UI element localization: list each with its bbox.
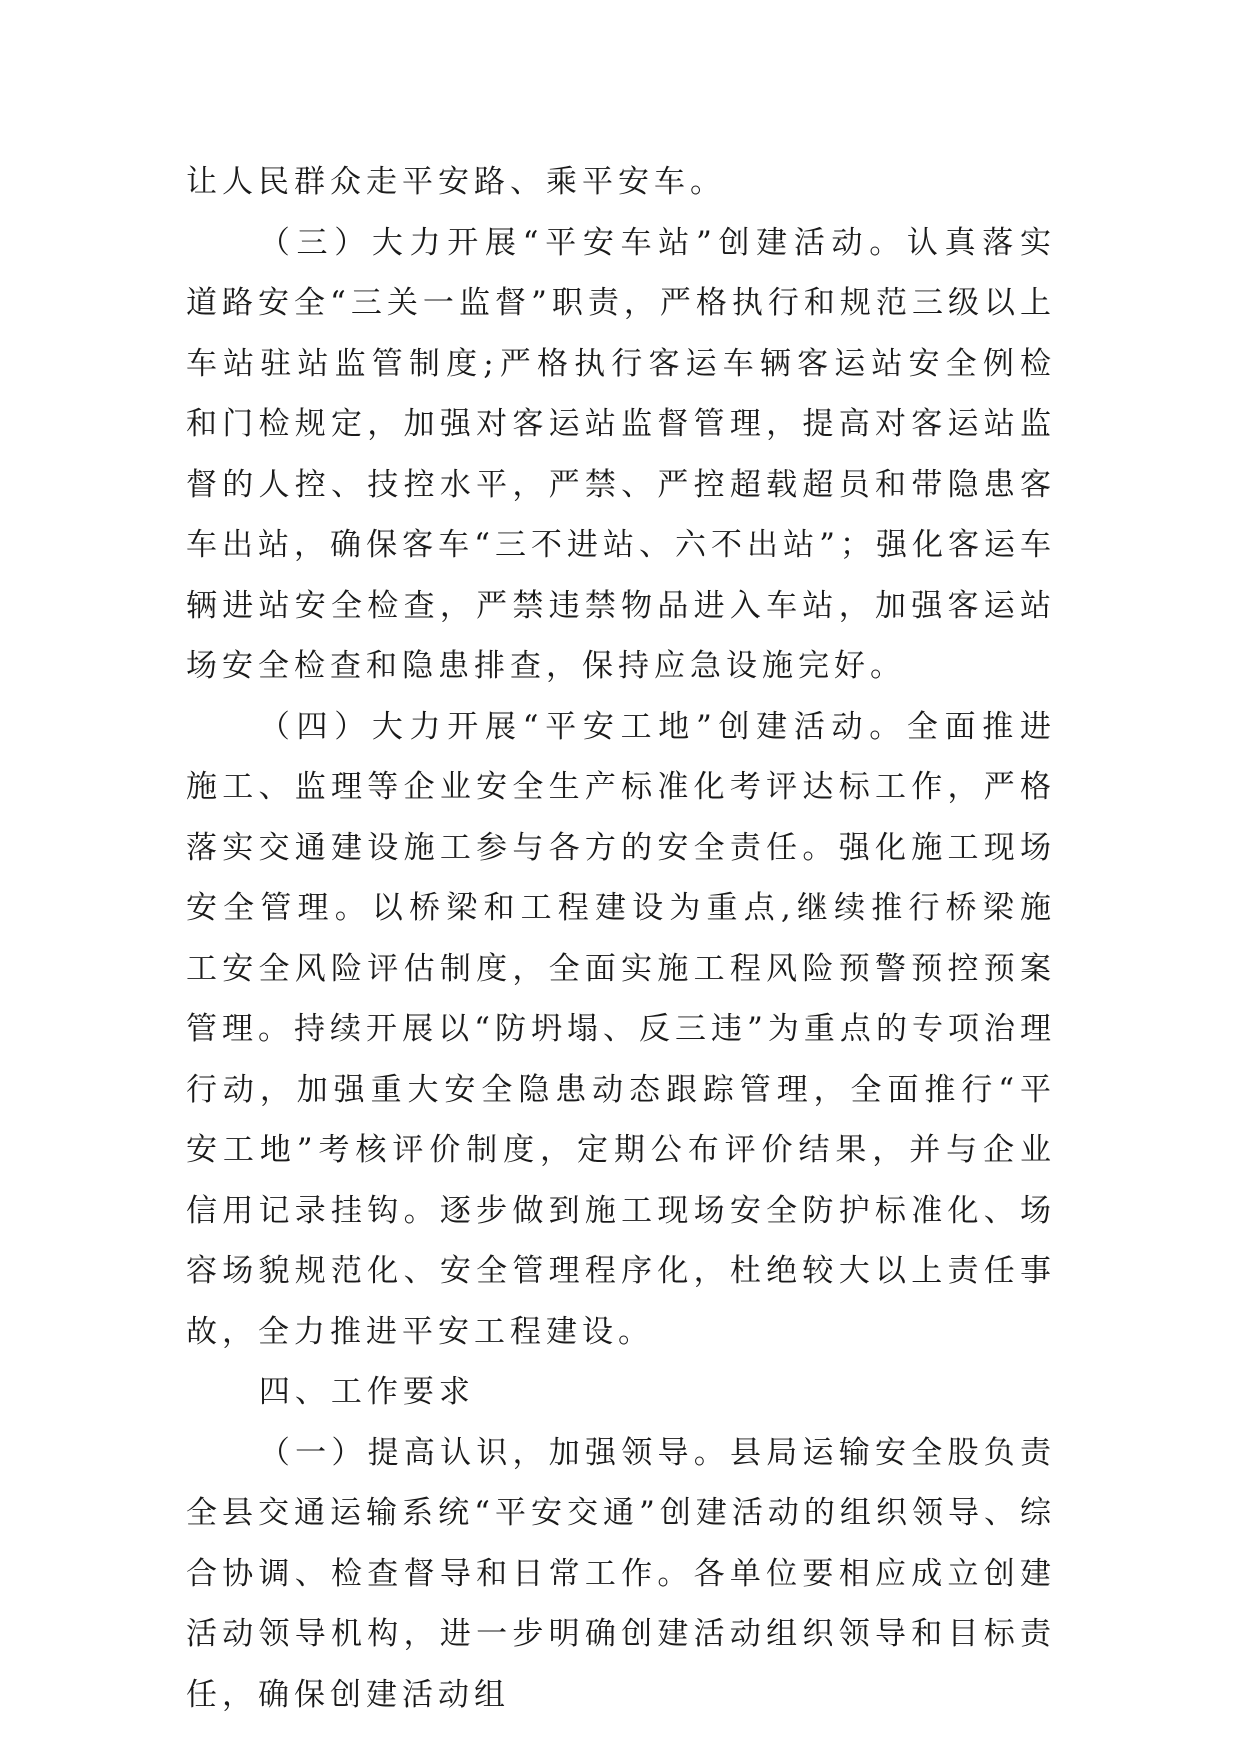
paragraph-safe-stations: （三）大力开展“平安车站”创建活动。认真落实道路安全“三关一监督”职责，严格执行和规范三级以上车站驻站监管制度;严格执行客运车辆客运站安全例检和门检规定，加强对客运站监督管理，提高对客运站监督的人控、技控水平，严禁、严控超载超员和带隐患客车出站，确保客车“三不进站、六不出站”；强化客运车辆进站安全检查，严禁违禁物品进入车站，加强客运站场安全检查和隐患排查，保持应急设施完好。 bbox=[186, 224, 1056, 684]
paragraph-safe-construction-sites: （四）大力开展“平安工地”创建活动。全面推进施工、监理等企业安全生产标准化考评达标工作，严格落实交通建设施工参与各方的安全责任。强化施工现场安全管理。以桥梁和工程建设为重点,继续推行桥梁施工安全风险评估制度，全面实施工程风险预警预控预案管理。持续开展以“防坍塌、反三违”为重点的专项治理行动，加强重大安全隐患动态跟踪管理，全面推行“平安工地”考核评价制度，定期公布评价结果，并与企业信用记录挂钩。逐步做到施工现场安全防护标准化、场容场貌规范化、安全管理程序化，杜绝较大以上责任事故，全力推进平安工程建设。 bbox=[186, 708, 1056, 1350]
document-body bbox=[186, 152, 1056, 1725]
section-heading-work-requirements: 四、工作要求 bbox=[258, 1374, 475, 1410]
paragraph-continuation: 让人民群众走平安路、乘平安车。 bbox=[186, 164, 726, 200]
paragraph-raise-awareness: （一）提高认识，加强领导。县局运输安全股负责全县交通运输系统“平安交通”创建活动的组织领导、综合协调、检查督导和日常工作。各单位要相应成立创建活动领导机构，进一步明确创建活动组织领导和目标责任，确保创建活动组 bbox=[186, 1434, 1056, 1713]
